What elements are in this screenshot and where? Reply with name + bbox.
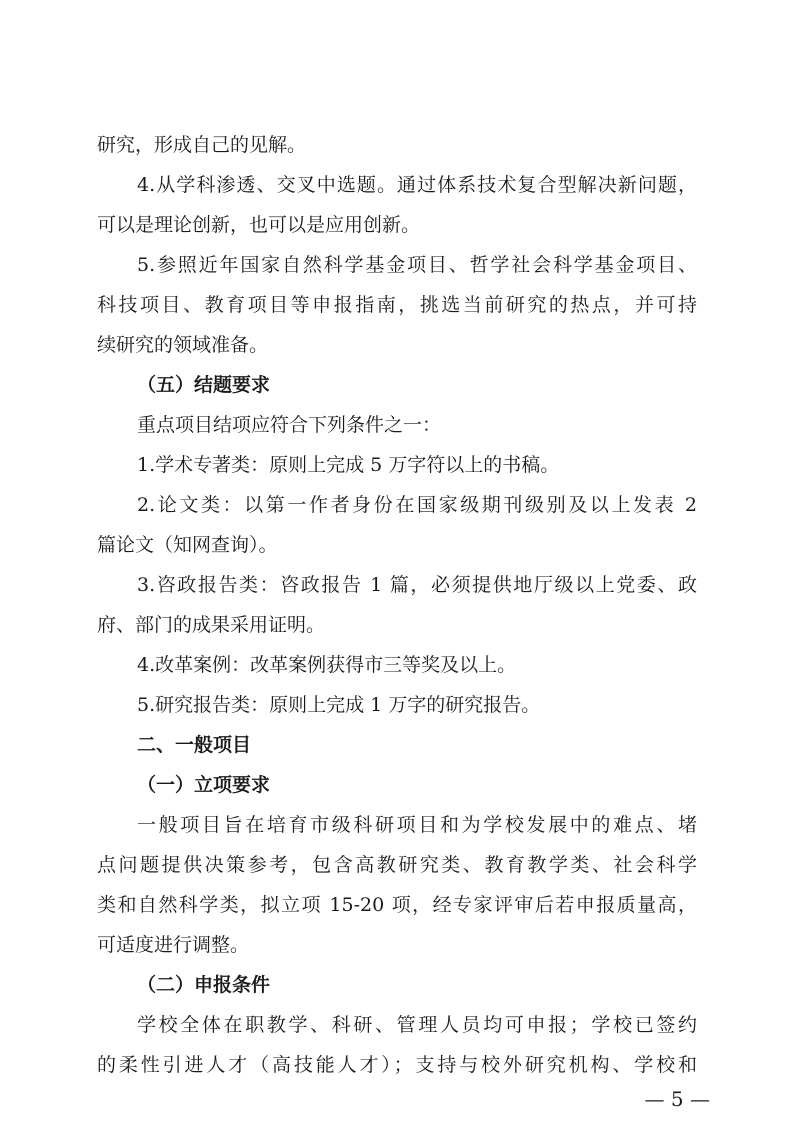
section-heading: （一）立项要求	[137, 774, 271, 796]
section-heading: 二、一般项目	[137, 734, 252, 756]
paragraph-line: 类和自然科学类，拟立项 15-20 项，经专家评审后若申报质量高，	[97, 894, 697, 916]
paragraph-line: 篇论文（知网查询）。	[97, 534, 278, 556]
paragraph-line: 续研究的领域准备。	[97, 334, 269, 356]
paragraph-line: 点问题提供决策参考，包含高教研究类、教育教学类、社会科学	[97, 854, 697, 876]
paragraph-line: 可适度进行调整。	[97, 934, 250, 956]
paragraph-line: 的柔性引进人才（高技能人才）；支持与校外研究机构、学校和	[97, 1054, 697, 1076]
section-heading: （二）申报条件	[137, 974, 271, 996]
paragraph-line: 5.参照近年国家自然科学基金项目、哲学社会科学基金项目、	[137, 254, 697, 276]
list-item: 1.学术专著类：原则上完成 5 万字符以上的书稿。	[137, 454, 560, 476]
paragraph-line: 4.从学科渗透、交叉中选题。通过体系技术复合型解决新问题，	[137, 174, 697, 196]
paragraph-line: 府、部门的成果采用证明。	[97, 614, 326, 636]
paragraph-line: 重点项目结项应符合下列条件之一：	[137, 414, 442, 436]
page-number: — 5 —	[644, 1087, 710, 1111]
paragraph-line: 科技项目、教育项目等申报指南，挑选当前研究的热点，并可持	[97, 294, 697, 316]
section-heading: （五）结题要求	[137, 374, 271, 396]
paragraph-line: 可以是理论创新，也可以是应用创新。	[97, 214, 421, 236]
list-item: 2.论文类：以第一作者身份在国家级期刊级别及以上发表 2	[137, 494, 697, 516]
paragraph-line: 一般项目旨在培育市级科研项目和为学校发展中的难点、堵	[137, 814, 697, 836]
list-item: 5.研究报告类：原则上完成 1 万字的研究报告。	[137, 694, 541, 716]
paragraph-line: 学校全体在职教学、科研、管理人员均可申报；学校已签约	[137, 1014, 697, 1036]
list-item: 3.咨政报告类：咨政报告 1 篇，必须提供地厅级以上党委、政	[137, 574, 697, 596]
list-item: 4.改革案例：改革案例获得市三等奖及以上。	[137, 654, 517, 676]
paragraph-line: 研究，形成自己的见解。	[97, 134, 307, 156]
